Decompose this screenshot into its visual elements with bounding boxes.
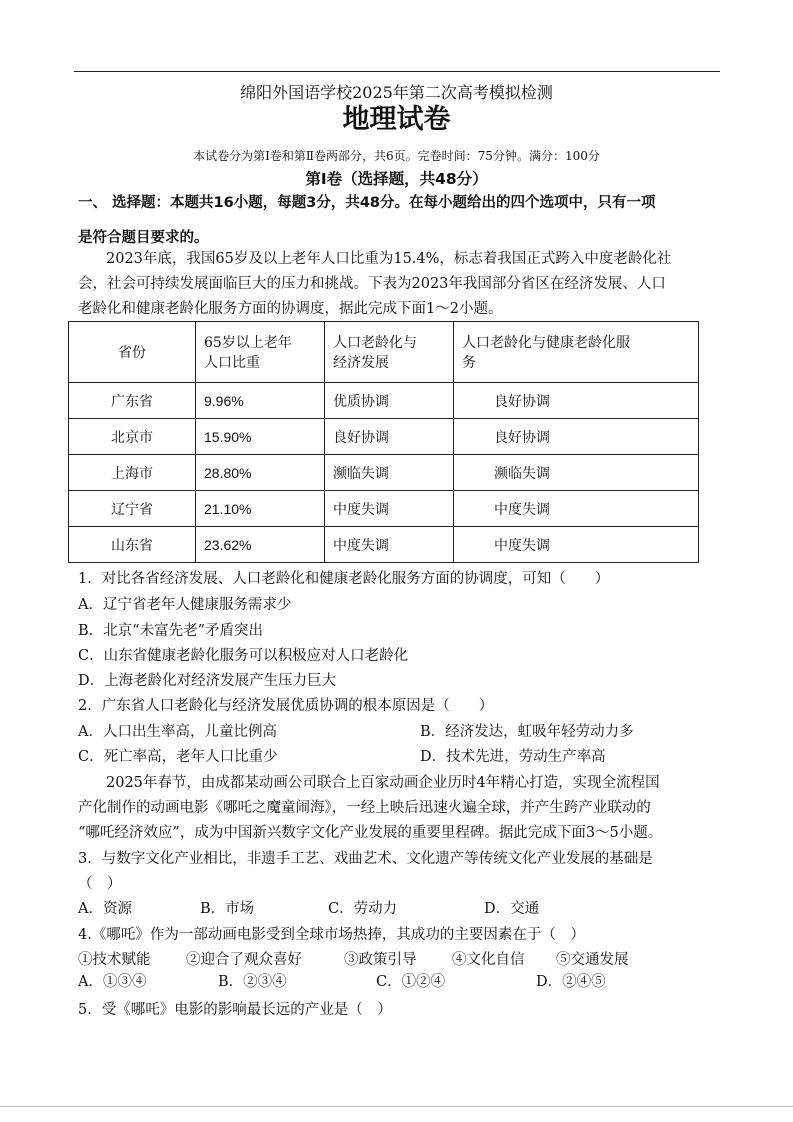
header-aging-economy: 人口老龄化与 经济发展 bbox=[333, 335, 417, 371]
q1-option-a: A．辽宁省老年人健康服务需求少 bbox=[78, 597, 292, 613]
table-cell-economy: 中度失调 bbox=[325, 491, 454, 527]
school-title: 绵阳外国语学校2025年第二次高考模拟检测 bbox=[240, 83, 553, 102]
table-cell-province: 上海市 bbox=[69, 455, 196, 491]
passage1-line-2: 会，社会可持续发展面临巨大的压力和挑战。下表为2023年我国部分省区在经济发展、人口 bbox=[78, 276, 666, 292]
header-province: 省份 bbox=[118, 345, 146, 361]
section-title: 第Ⅰ卷（选择题，共48分） bbox=[305, 170, 488, 188]
table-row bbox=[69, 419, 699, 455]
table-cell-province: 北京市 bbox=[69, 419, 196, 455]
header-elderly-share: 65岁以上老年 人口比重 bbox=[204, 335, 292, 371]
table-cell-economy: 优质协调 bbox=[325, 383, 454, 419]
q2-option-d: D．技术先进，劳动生产率高 bbox=[420, 749, 606, 765]
q4-option-a: A．①③④ bbox=[78, 974, 147, 990]
table-cell-share: 23.62% bbox=[196, 527, 325, 563]
q4-item-3: ③政策引导 bbox=[344, 952, 417, 968]
q4-item-2: ②迎合了观众喜好 bbox=[186, 952, 302, 968]
passage1-line-1: 2023年底，我国65岁及以上老年人口比重为15.4%，标志着我国正式跨入中度老龄化社 bbox=[106, 251, 672, 267]
table-cell-economy: 良好协调 bbox=[325, 419, 454, 455]
table-cell-province: 山东省 bbox=[69, 527, 196, 563]
subject-title: 地理试卷 bbox=[342, 104, 451, 135]
table-cell-share: 9.96% bbox=[196, 383, 325, 419]
table-cell-health: 良好协调 bbox=[454, 383, 699, 419]
table-cell-share: 15.90% bbox=[196, 419, 325, 455]
table-cell-economy: 濒临失调 bbox=[325, 455, 454, 491]
q2-option-b: B．经济发达，虹吸年轻劳动力多 bbox=[420, 724, 634, 740]
exam-note: 本试卷分为第Ⅰ卷和第Ⅱ卷两部分，共6页。完卷时间：75分钟。满分：100分 bbox=[193, 149, 600, 163]
q1-option-b: B．北京“未富先老”矛盾突出 bbox=[78, 623, 263, 639]
table-row bbox=[69, 527, 699, 563]
q4-item-4: ④文化自信 bbox=[452, 952, 525, 968]
q3-option-d: D．交通 bbox=[484, 901, 540, 917]
table-header-cell bbox=[454, 322, 699, 383]
bottom-rule bbox=[0, 1106, 793, 1107]
q1-option-d: D．上海老龄化对经济发展产生压力巨大 bbox=[78, 673, 337, 689]
q3-option-b: B．市场 bbox=[200, 901, 255, 917]
table-header-cell bbox=[325, 322, 454, 383]
table-cell-share: 21.10% bbox=[196, 491, 325, 527]
passage2-line-2: 产化制作的动画电影《哪吒之魔童闹海》，一经上映后迅速火遍全球，并产生跨产业联动的 bbox=[78, 800, 651, 816]
q5-stem: 5．受《哪吒》电影的影响最长远的产业是（ ） bbox=[78, 1002, 392, 1018]
passage2-line-1: 2025年春节，由成都某动画公司联合上百家动画企业历时4年精心打造，实现全流程国 bbox=[106, 775, 660, 791]
table-cell-health: 良好协调 bbox=[454, 419, 699, 455]
q2-option-a: A．人口出生率高，儿童比例高 bbox=[78, 724, 277, 740]
q2-stem: 2．广东省人口老龄化与经济发展优质协调的根本原因是（ ） bbox=[78, 698, 494, 714]
passage1-line-3: 老龄化和健康老龄化服务方面的协调度，据此完成下面1～2小题。 bbox=[78, 301, 503, 317]
table-header-cell bbox=[196, 322, 325, 383]
table-cell-health: 中度失调 bbox=[454, 491, 699, 527]
instructions-line-2: 是符合题目要求的。 bbox=[78, 230, 209, 246]
table-cell-health: 中度失调 bbox=[454, 527, 699, 563]
q4-option-c: C．①②④ bbox=[376, 974, 446, 990]
top-rule bbox=[74, 71, 720, 72]
q4-stem: 4.《哪吒》作为一部动画电影受到全球市场热捧，其成功的主要因素在于（ ） bbox=[78, 927, 585, 943]
q4-item-5: ⑤交通发展 bbox=[556, 952, 629, 968]
q3-option-c: C．劳动力 bbox=[328, 901, 398, 917]
table-row bbox=[69, 455, 699, 491]
q1-option-c: C．山东省健康老龄化服务可以积极应对人口老龄化 bbox=[78, 648, 409, 664]
header-aging-health: 人口老龄化与健康老龄化服 务 bbox=[462, 335, 630, 371]
table-cell-province: 广东省 bbox=[69, 383, 196, 419]
table-row bbox=[69, 491, 699, 527]
q4-item-1: ①技术赋能 bbox=[78, 952, 151, 968]
q2-option-c: C．死亡率高，老年人口比重少 bbox=[78, 749, 278, 765]
table-cell-economy: 中度失调 bbox=[325, 527, 454, 563]
table-cell-health: 濒临失调 bbox=[454, 455, 699, 491]
table-cell-province: 辽宁省 bbox=[69, 491, 196, 527]
instructions-line-1: 一、 选择题：本题共16小题，每题3分，共48分。在每小题给出的四个选项中，只有一项 bbox=[78, 195, 656, 211]
coordination-table bbox=[68, 321, 699, 563]
table-cell-share: 28.80% bbox=[196, 455, 325, 491]
q3-option-a: A．资源 bbox=[78, 901, 132, 917]
table-header-row bbox=[69, 322, 699, 383]
q4-option-b: B．②③④ bbox=[218, 974, 287, 990]
q4-option-d: D．②④⑤ bbox=[536, 974, 606, 990]
passage2-line-3: “哪吒经济效应”，成为中国新兴数字文化产业发展的重要里程碑。据此完成下面3～5小题。 bbox=[78, 825, 663, 841]
table-header-cell bbox=[69, 322, 196, 383]
q1-stem: 1．对比各省经济发展、人口老龄化和健康老龄化服务方面的协调度，可知（ ） bbox=[78, 571, 610, 587]
table-row bbox=[69, 383, 699, 419]
q3-stem-bracket: （ ） bbox=[78, 876, 122, 892]
q3-stem: 3．与数字文化产业相比，非遗手工艺、戏曲艺术、文化遗产等传统文化产业发展的基础是 bbox=[78, 851, 653, 867]
